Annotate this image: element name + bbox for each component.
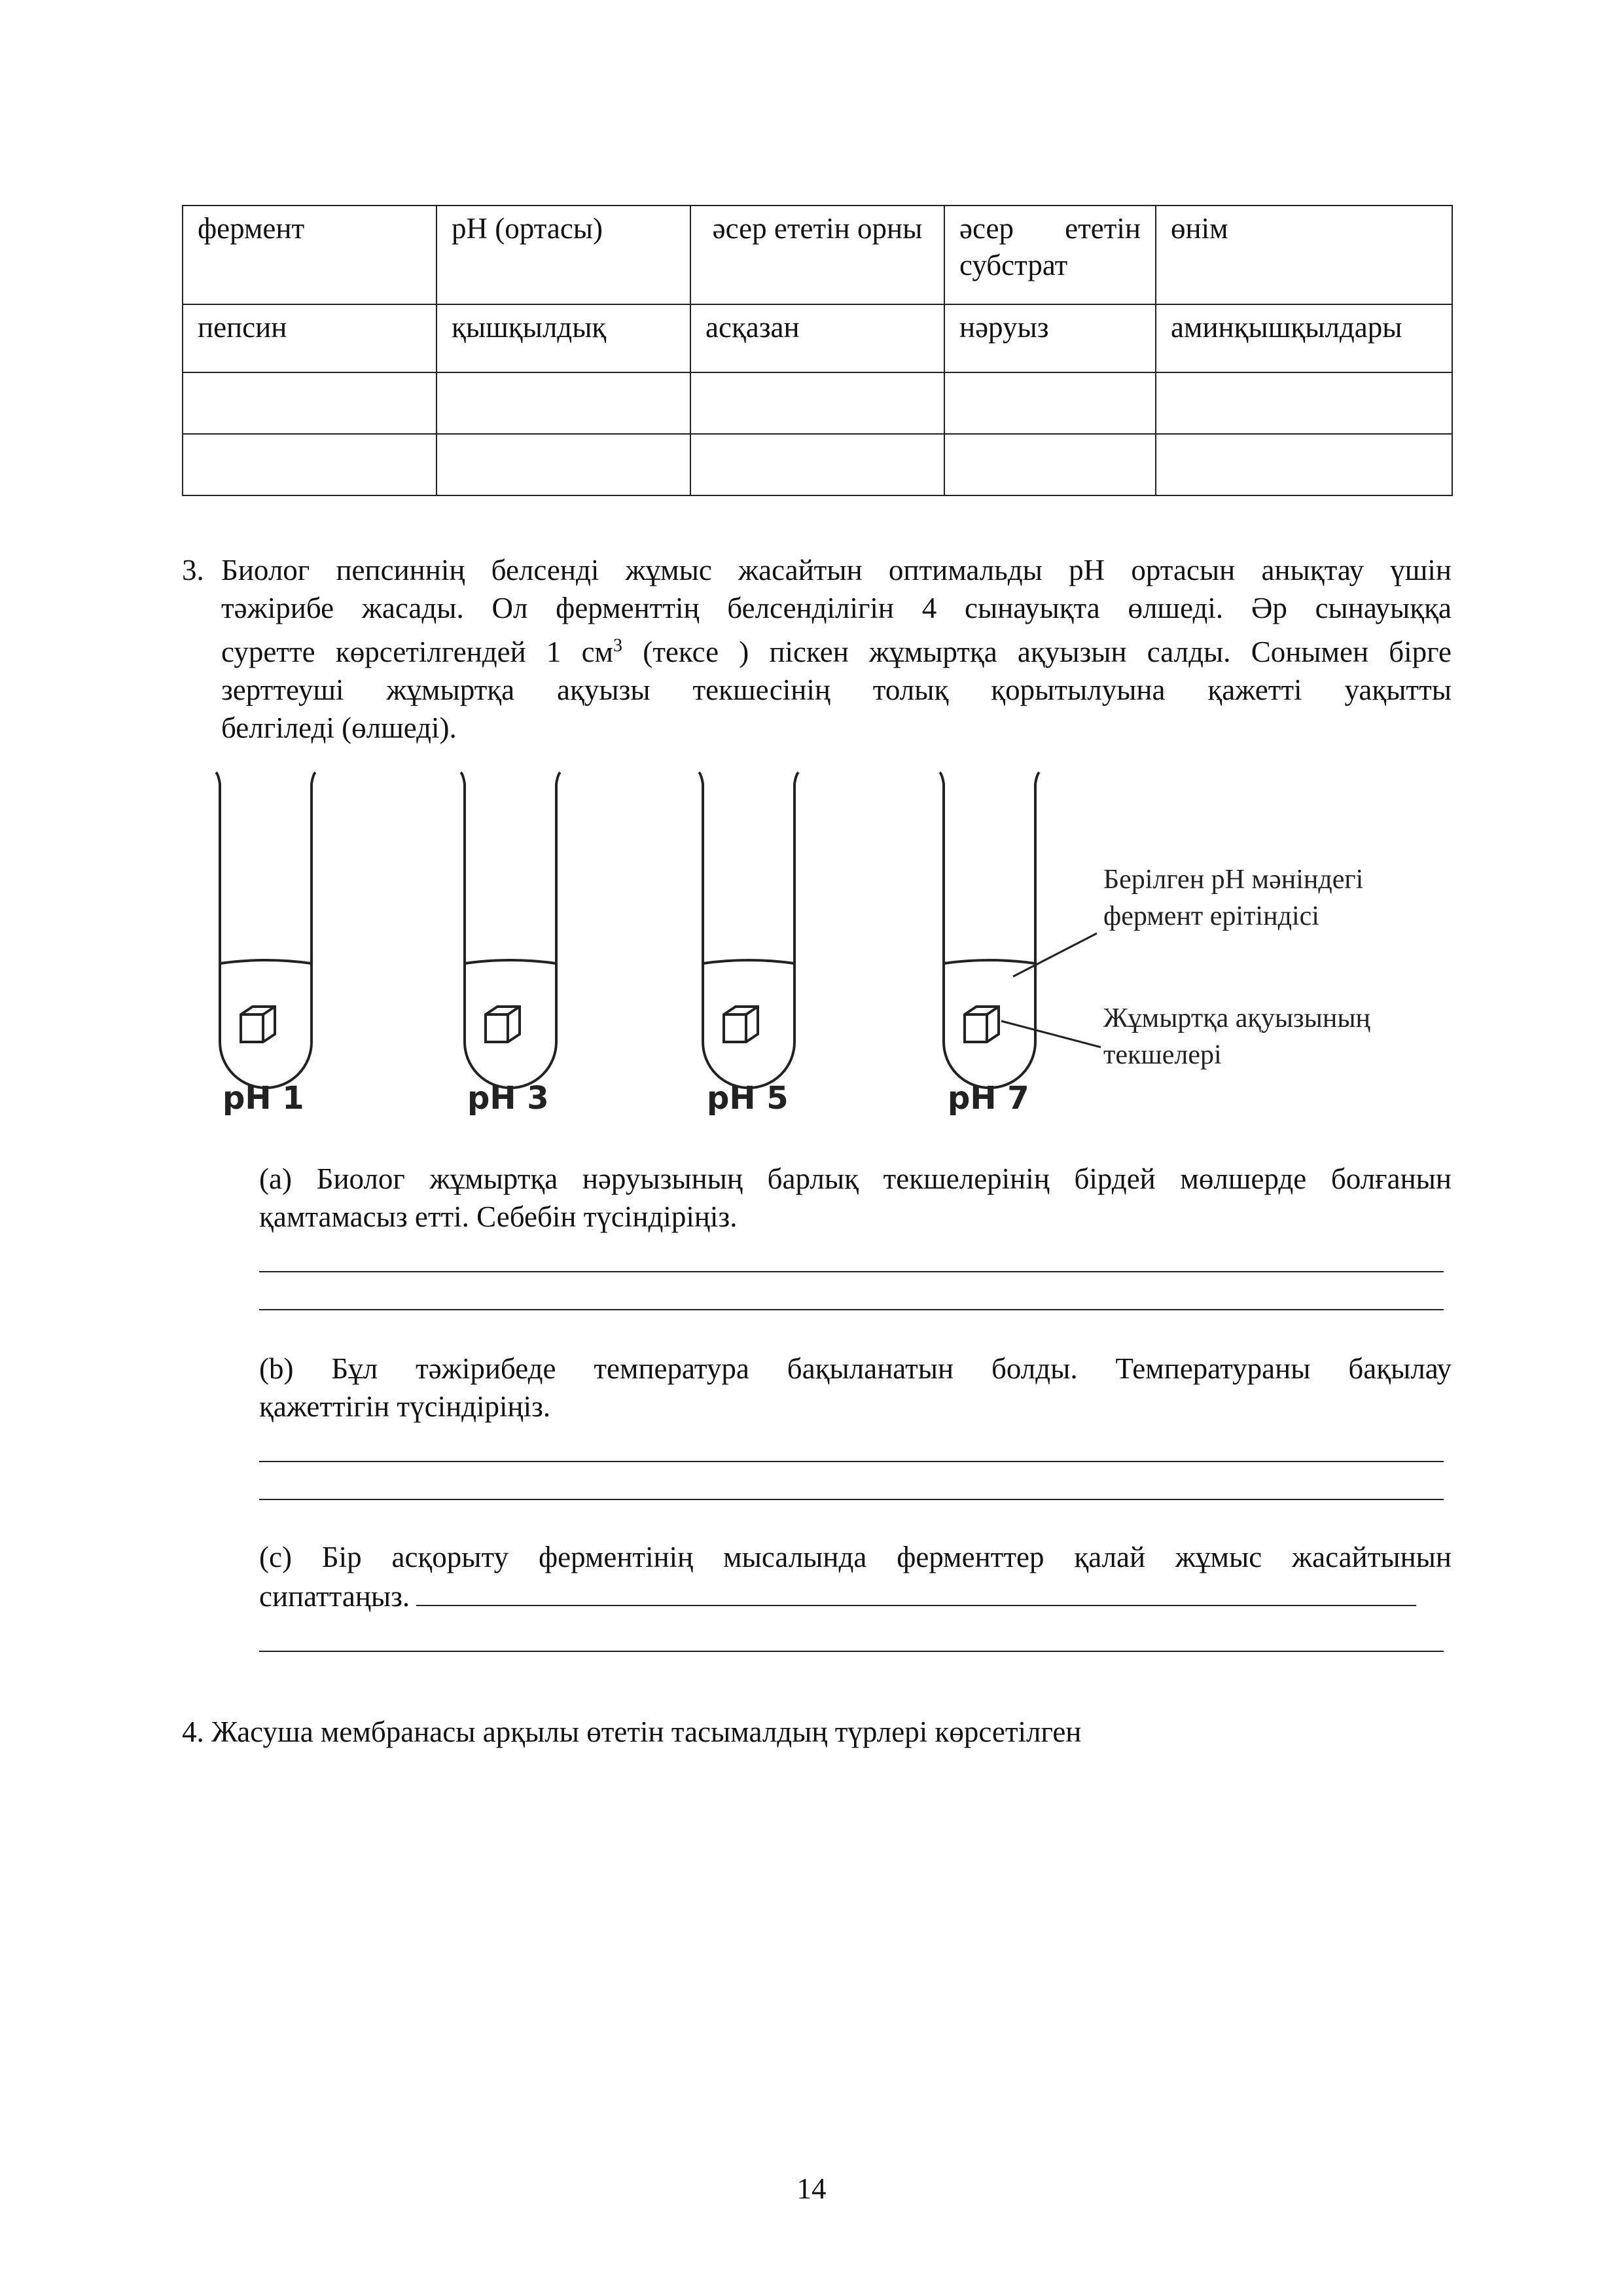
table-cell-empty[interactable] (1156, 434, 1452, 495)
table-cell: нәруыз (944, 304, 1156, 372)
table-cell-empty[interactable] (183, 434, 437, 495)
question-4: 4. Жасуша мембранасы арқылы өтетін тасымалдың түрлері көрсетілген (182, 1715, 1082, 1748)
egg-cube-icon (724, 1007, 758, 1042)
header-cell: фермент (183, 206, 437, 304)
answer-line[interactable] (259, 1499, 1444, 1500)
answer-line[interactable] (259, 1309, 1444, 1310)
question-text-line: белгіледі (өлшеді). (221, 711, 457, 744)
egg-cube-icon (965, 1007, 999, 1042)
question-3 (182, 551, 1452, 747)
subquestion-a: (a) Биолог жұмыртқа нәруызының барлық текшелерінің бірдей мөлшерде болғанын қамтамасыз етті. Себебін түсіндіріңіз. (259, 1162, 1452, 1233)
table-cell-empty[interactable] (437, 372, 690, 434)
question-text-line: зерттеуші жұмыртқа ақуызы текшесінің толық қорытылуына қажетті уақытты (221, 673, 1452, 706)
header-cell: әсер ететін субстрат (944, 206, 1156, 304)
answer-line[interactable] (259, 1271, 1444, 1272)
table-cell: асқазан (690, 304, 944, 372)
header-cell: pH (ортасы) (437, 206, 690, 304)
page-number: 14 (796, 2172, 827, 2205)
leader-line (1013, 933, 1097, 977)
answer-line[interactable] (259, 1461, 1444, 1462)
table-cell-empty[interactable] (944, 434, 1156, 495)
answer-line[interactable] (416, 1576, 1416, 1606)
egg-cube-icon (241, 1007, 275, 1042)
enzyme-table (182, 205, 1453, 496)
test-tube-icon (461, 772, 560, 1088)
table-cell-empty[interactable] (437, 434, 690, 495)
subquestion-b: (b) Бұл тәжірибеде температура бақыланатын болды. Температураны бақылау қажеттігін түсіндіріңіз. (259, 1352, 1452, 1423)
header-cell: әсер ететін орны (690, 206, 944, 304)
leader-line (1001, 1021, 1101, 1047)
table-cell: аминқышқылдары (1156, 304, 1452, 372)
table-row (183, 372, 1452, 434)
test-tube-icon (940, 772, 1039, 1088)
egg-cube-icon (486, 1007, 520, 1042)
tube-label: pH 5 (707, 1080, 789, 1117)
table-cell-empty[interactable] (690, 434, 944, 495)
tube-label: pH 7 (948, 1080, 1029, 1117)
figure-annotation-cube: Жұмыртқа ақуызының текшелері (1103, 1003, 1371, 1070)
figure-annotation-solution: Берілген pH мәніндегі фермент ерітіндісі (1103, 865, 1364, 931)
table-header-row (183, 206, 1452, 304)
table-cell-empty[interactable] (690, 372, 944, 434)
test-tube-icon (699, 772, 798, 1088)
table-cell: қышқылдық (437, 304, 690, 372)
header-cell: өнім (1156, 206, 1452, 304)
test-tubes-figure (0, 766, 1623, 1132)
subquestion-c: (c) Бір асқорыту ферментінің мысалында ферменттер қалай жұмыс жасайтынын сипаттаңыз. (259, 1541, 1452, 1613)
answer-line[interactable] (259, 1651, 1444, 1652)
question-number: 3. (182, 554, 204, 586)
test-tube-icon (216, 772, 315, 1088)
table-cell-empty[interactable] (183, 372, 437, 434)
question-text-line: суретте көрсетілгендей 1 $см^3$ (тексе ) піскен жұмыртқа ақуызын салды. Сонымен бірге (221, 636, 1452, 668)
table-cell-empty[interactable] (944, 372, 1156, 434)
tube-label: pH 3 (467, 1080, 549, 1117)
question-text-line: Биолог пепсиннің белсенді жұмыс жасайтын оптимальды pH ортасын анықтау үшін (221, 554, 1452, 586)
table-cell-empty[interactable] (1156, 372, 1452, 434)
table-row (183, 434, 1452, 495)
table-cell: пепсин (183, 304, 437, 372)
question-text-line: тәжірибе жасады. Ол ферменттің белсенділігін 4 сынауықта өлшеді. Әр сынауыққа (221, 592, 1452, 624)
table-row (183, 304, 1452, 372)
tube-label: pH 1 (223, 1080, 304, 1117)
